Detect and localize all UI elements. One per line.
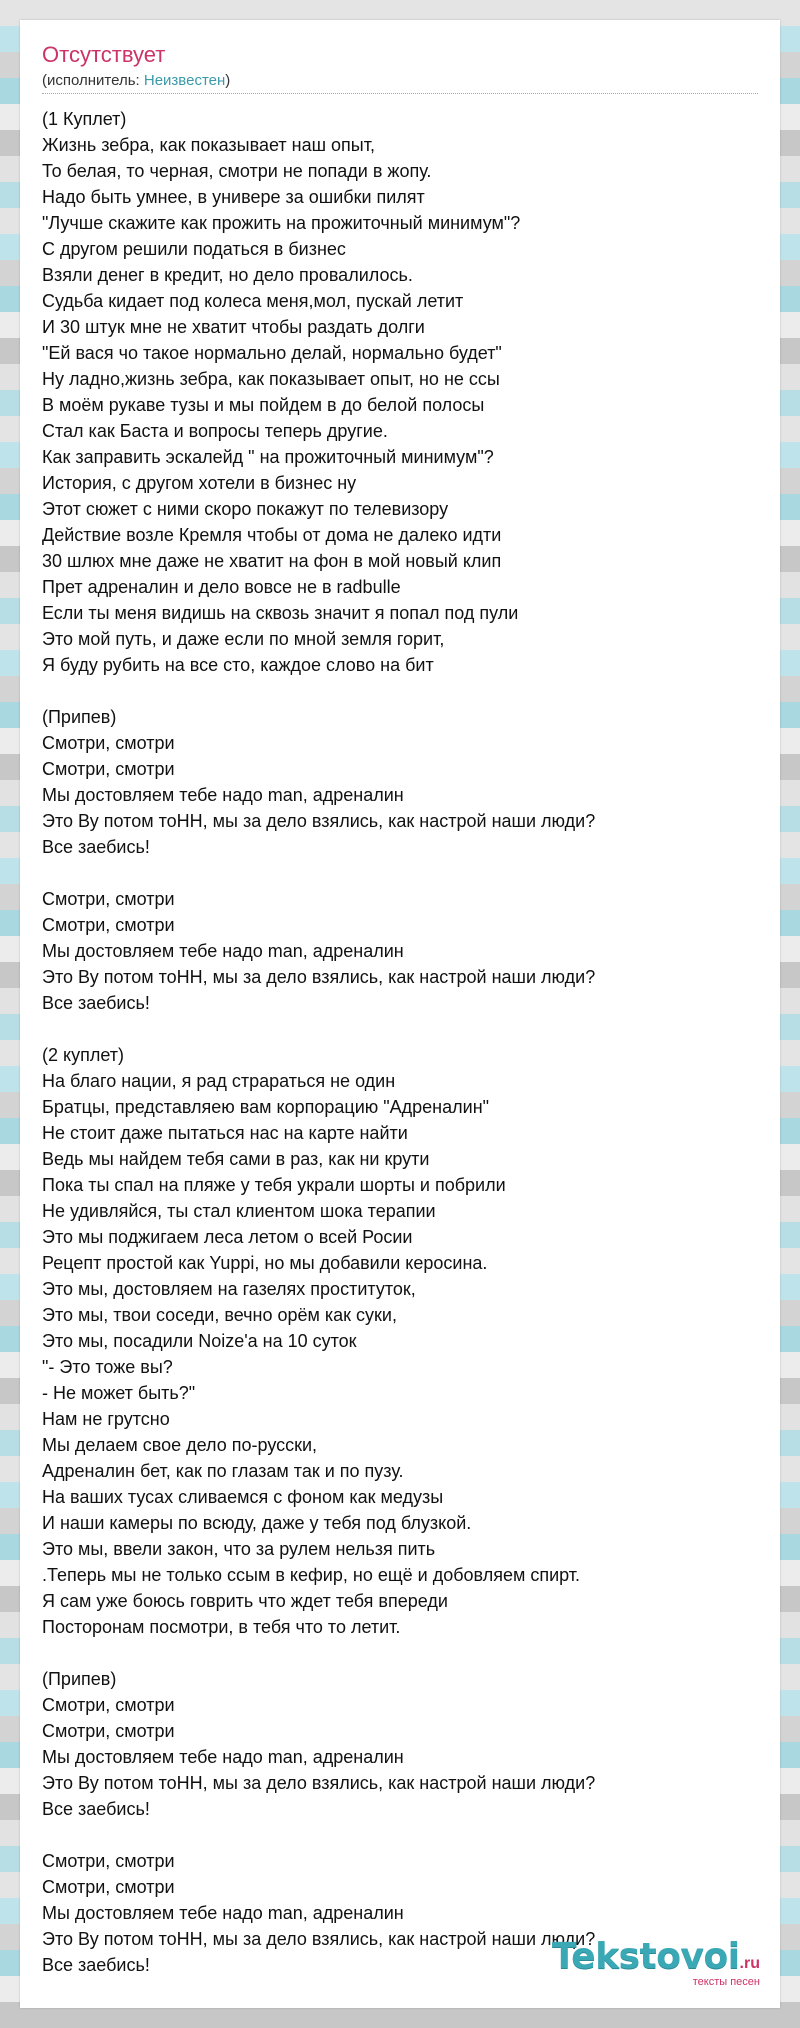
lyric-line — [42, 1016, 762, 1042]
lyric-line: Смотри, смотри — [42, 1721, 175, 1741]
lyric-line: Посторонам посмотри, в тебя что то летит. — [42, 1617, 401, 1637]
lyrics-card — [20, 20, 780, 2008]
lyric-line: (Припев) — [42, 707, 117, 727]
lyric-line: .Теперь мы не только ссым в кефир, но ещё и добовляем спирт. — [42, 1565, 581, 1585]
performer-prefix: (исполнитель: — [42, 72, 144, 89]
lyric-line: "Лучше скажите как прожить на прожиточный минимум"? — [42, 213, 521, 233]
lyric-line: 30 шлюх мне даже не хватит на фон в мой новый клип — [42, 551, 502, 571]
lyric-line: Смотри, смотри — [42, 915, 175, 935]
lyric-line: Действие возле Кремля чтобы от дома не далеко идти — [42, 525, 502, 545]
lyric-line — [42, 678, 762, 704]
lyric-line: С другом решили податься в бизнес — [42, 239, 346, 259]
lyric-line: Все заебись! — [42, 993, 150, 1013]
lyric-line: Мы достовляем тебе надо man, адреналин — [42, 1903, 404, 1923]
logo-main-text: Tekstovoi — [552, 1936, 740, 1977]
lyric-line: Это Ву потом тоНН, мы за дело взялись, как настрой наши люди? — [42, 1929, 596, 1949]
lyric-line: Смотри, смотри — [42, 889, 175, 909]
lyric-line — [42, 1822, 762, 1848]
lyric-line: Стал как Баста и вопросы теперь другие. — [42, 421, 388, 441]
lyric-line: На благо нации, я рад страраться не один — [42, 1071, 396, 1091]
lyric-line: Судьба кидает под колеса меня,мол, пускай летит — [42, 291, 464, 311]
lyric-line: И 30 штук мне не хватит чтобы раздать долги — [42, 317, 425, 337]
lyric-line: И наши камеры по всюду, даже у тебя под блузкой. — [42, 1513, 472, 1533]
lyric-line: На ваших тусах сливаемся с фоном как медузы — [42, 1487, 444, 1507]
lyric-line — [42, 860, 762, 886]
lyric-line: Я сам уже боюсь говрить что ждет тебя впереди — [42, 1591, 448, 1611]
site-logo[interactable] — [552, 1936, 760, 1988]
lyric-line: В моём рукаве тузы и мы пойдем в до белой полосы — [42, 395, 485, 415]
logo-tagline: тексты песен — [692, 1976, 760, 1988]
lyric-line: Ну ладно,жизнь зебра, как показывает опыт, но не ссы — [42, 369, 500, 389]
lyric-line: Все заебись! — [42, 837, 150, 857]
lyric-line: (1 Куплет) — [42, 109, 127, 129]
lyric-line: Ведь мы найдем тебя сами в раз, как ни крути — [42, 1149, 430, 1169]
lyric-line: То белая, то черная, смотри не попади в жопу. — [42, 161, 432, 181]
lyric-line: Прет адреналин и дело вовсе не в radbulle — [42, 577, 401, 597]
lyric-line: Это мы, достовляем на газелях проституток, — [42, 1279, 416, 1299]
lyric-line: Все заебись! — [42, 1955, 150, 1975]
lyric-line: Взяли денег в кредит, но дело провалилось. — [42, 265, 413, 285]
song-title: Отсутствует — [42, 42, 166, 67]
lyric-line: История, с другом хотели в бизнес ну — [42, 473, 357, 493]
lyric-line: - Не может быть?" — [42, 1383, 196, 1403]
lyric-line: Смотри, смотри — [42, 1877, 175, 1897]
lyric-line: Это мы, ввели закон, что за рулем нельзя пить — [42, 1539, 436, 1559]
lyric-line — [42, 1640, 762, 1666]
lyric-line: Это Ву потом тоНН, мы за дело взялись, как настрой наши люди? — [42, 1773, 596, 1793]
lyric-line: Это мы поджигаем леса летом о всей Росии — [42, 1227, 413, 1247]
lyric-line: Это мы, твои соседи, вечно орём как суки, — [42, 1305, 397, 1325]
lyric-line: Мы достовляем тебе надо man, адреналин — [42, 1747, 404, 1767]
lyric-line: Мы достовляем тебе надо man, адреналин — [42, 941, 404, 961]
logo-domain-suffix: .ru — [739, 1955, 760, 1972]
lyric-line: "Ей вася чо такое нормально делай, нормально будет" — [42, 343, 502, 363]
lyric-line: Не стоит даже пытаться нас на карте найти — [42, 1123, 408, 1143]
lyrics-text — [42, 106, 762, 1978]
lyric-line: Рецепт простой как Yuppi, но мы добавили керосина. — [42, 1253, 488, 1273]
lyric-line: Мы достовляем тебе надо man, адреналин — [42, 785, 404, 805]
lyric-line: Братцы, представляею вам корпорацию "Адреналин" — [42, 1097, 490, 1117]
lyric-line: Это Ву потом тоНН, мы за дело взялись, как настрой наши люди? — [42, 811, 596, 831]
performer-line — [42, 72, 758, 94]
lyric-line: Это мы, посадили Noize'a на 10 суток — [42, 1331, 357, 1351]
lyric-line: Это мой путь, и даже если по мной земля горит, — [42, 629, 445, 649]
performer-link[interactable]: Неизвестен — [143, 72, 226, 89]
lyric-line: Как заправить эскалейд " на прожиточный минимум"? — [42, 447, 494, 467]
lyric-line: Пока ты спал на пляже у тебя украли шорты и побрили — [42, 1175, 506, 1195]
lyric-line: Это Ву потом тоНН, мы за дело взялись, как настрой наши люди? — [42, 967, 596, 987]
lyric-line: Смотри, смотри — [42, 733, 175, 753]
lyric-line: Если ты меня видишь на сквозь значит я попал под пули — [42, 603, 519, 623]
lyric-line: Мы делаем свое дело по-русски, — [42, 1435, 318, 1455]
lyric-line: Жизнь зебра, как показывает наш опыт, — [42, 135, 375, 155]
lyric-line: Смотри, смотри — [42, 759, 175, 779]
lyric-line: Нам не грутсно — [42, 1409, 170, 1429]
lyric-line: Этот сюжет с ними скоро покажут по телевизору — [42, 499, 449, 519]
performer-suffix: ) — [225, 72, 231, 89]
lyric-line: Смотри, смотри — [42, 1695, 175, 1715]
lyric-line: (Припев) — [42, 1669, 117, 1689]
lyric-line: Я буду рубить на все сто, каждое слово на бит — [42, 655, 434, 675]
lyric-line: Не удивляйся, ты стал клиентом шока терапии — [42, 1201, 436, 1221]
lyric-line: Смотри, смотри — [42, 1851, 175, 1871]
lyric-line: Надо быть умнее, в универе за ошибки пилят — [42, 187, 425, 207]
lyric-line: "- Это тоже вы? — [42, 1357, 173, 1377]
lyric-line: (2 куплет) — [42, 1045, 124, 1065]
lyric-line: Адреналин бет, как по глазам так и по пузу. — [42, 1461, 404, 1481]
lyric-line: Все заебись! — [42, 1799, 150, 1819]
